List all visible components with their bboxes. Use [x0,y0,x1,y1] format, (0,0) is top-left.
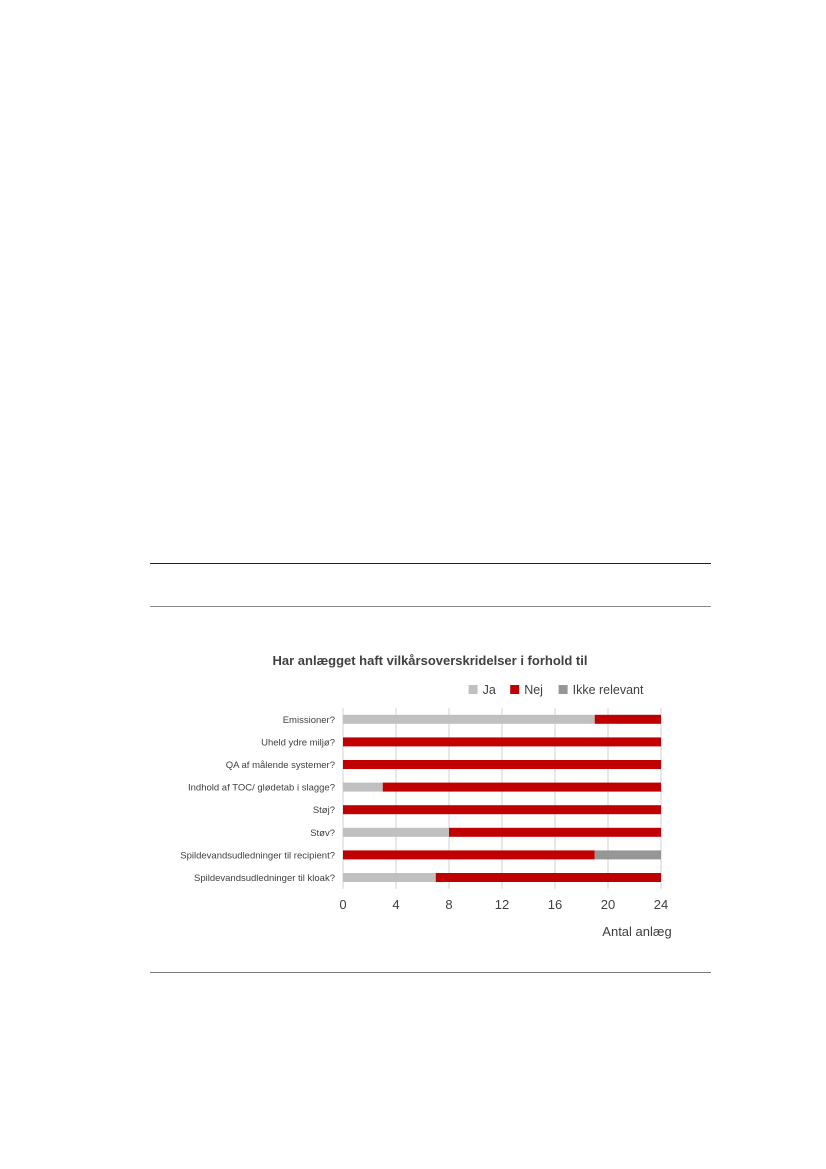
legend-label: Nej [524,683,543,697]
legend-label: Ikke relevant [572,683,644,697]
x-axis-label: Antal anlæg [602,924,672,939]
bar-ja [343,715,595,724]
category-label: Spildevandsudledninger til recipient? [180,850,335,862]
bar-nej [343,850,595,859]
figure-top-rule [150,606,711,607]
bar-nej [383,783,661,792]
bar-ja [343,828,449,837]
bar-ikke-relevant [595,850,661,859]
x-tick-label: 4 [392,896,400,912]
legend-swatch [559,685,568,694]
top-rule [150,563,711,564]
x-tick-label: 12 [494,896,510,912]
bar-ja [343,783,383,792]
x-tick-label: 16 [547,896,563,912]
bar-nej [449,828,661,837]
category-label: Emissioner? [282,714,335,726]
stacked-bar-chart [150,640,711,960]
legend-swatch [510,685,519,694]
category-labels [180,715,335,884]
category-label: Spildevandsudledninger til kloak? [193,873,335,884]
bar-nej [595,715,661,724]
legend-label: Ja [482,683,496,697]
x-tick-labels [339,897,668,912]
category-label: Indhold af TOC/ glødetab i slagge? [188,782,335,794]
bar-ja [343,873,436,882]
x-tick-label: 20 [600,896,616,912]
bar-nej [343,805,661,814]
category-label: Støj? [312,805,335,817]
bar-nej [343,760,661,769]
x-tick-label: 24 [653,896,669,912]
x-tick-label: 0 [339,896,347,912]
category-label: Støv? [310,827,335,839]
chart-title: Har anlægget haft vilkårsoverskridelser i forhold til [272,653,588,668]
bar-nej [436,873,661,882]
legend-swatch [469,685,478,694]
x-tick-label: 8 [445,896,453,912]
category-label: QA af målende systemer? [225,760,335,771]
chart-legend [469,683,644,697]
gridlines [343,708,661,889]
bar-nej [343,737,661,746]
category-label: Uheld ydre miljø? [261,737,335,749]
figure-bottom-rule [150,972,711,973]
